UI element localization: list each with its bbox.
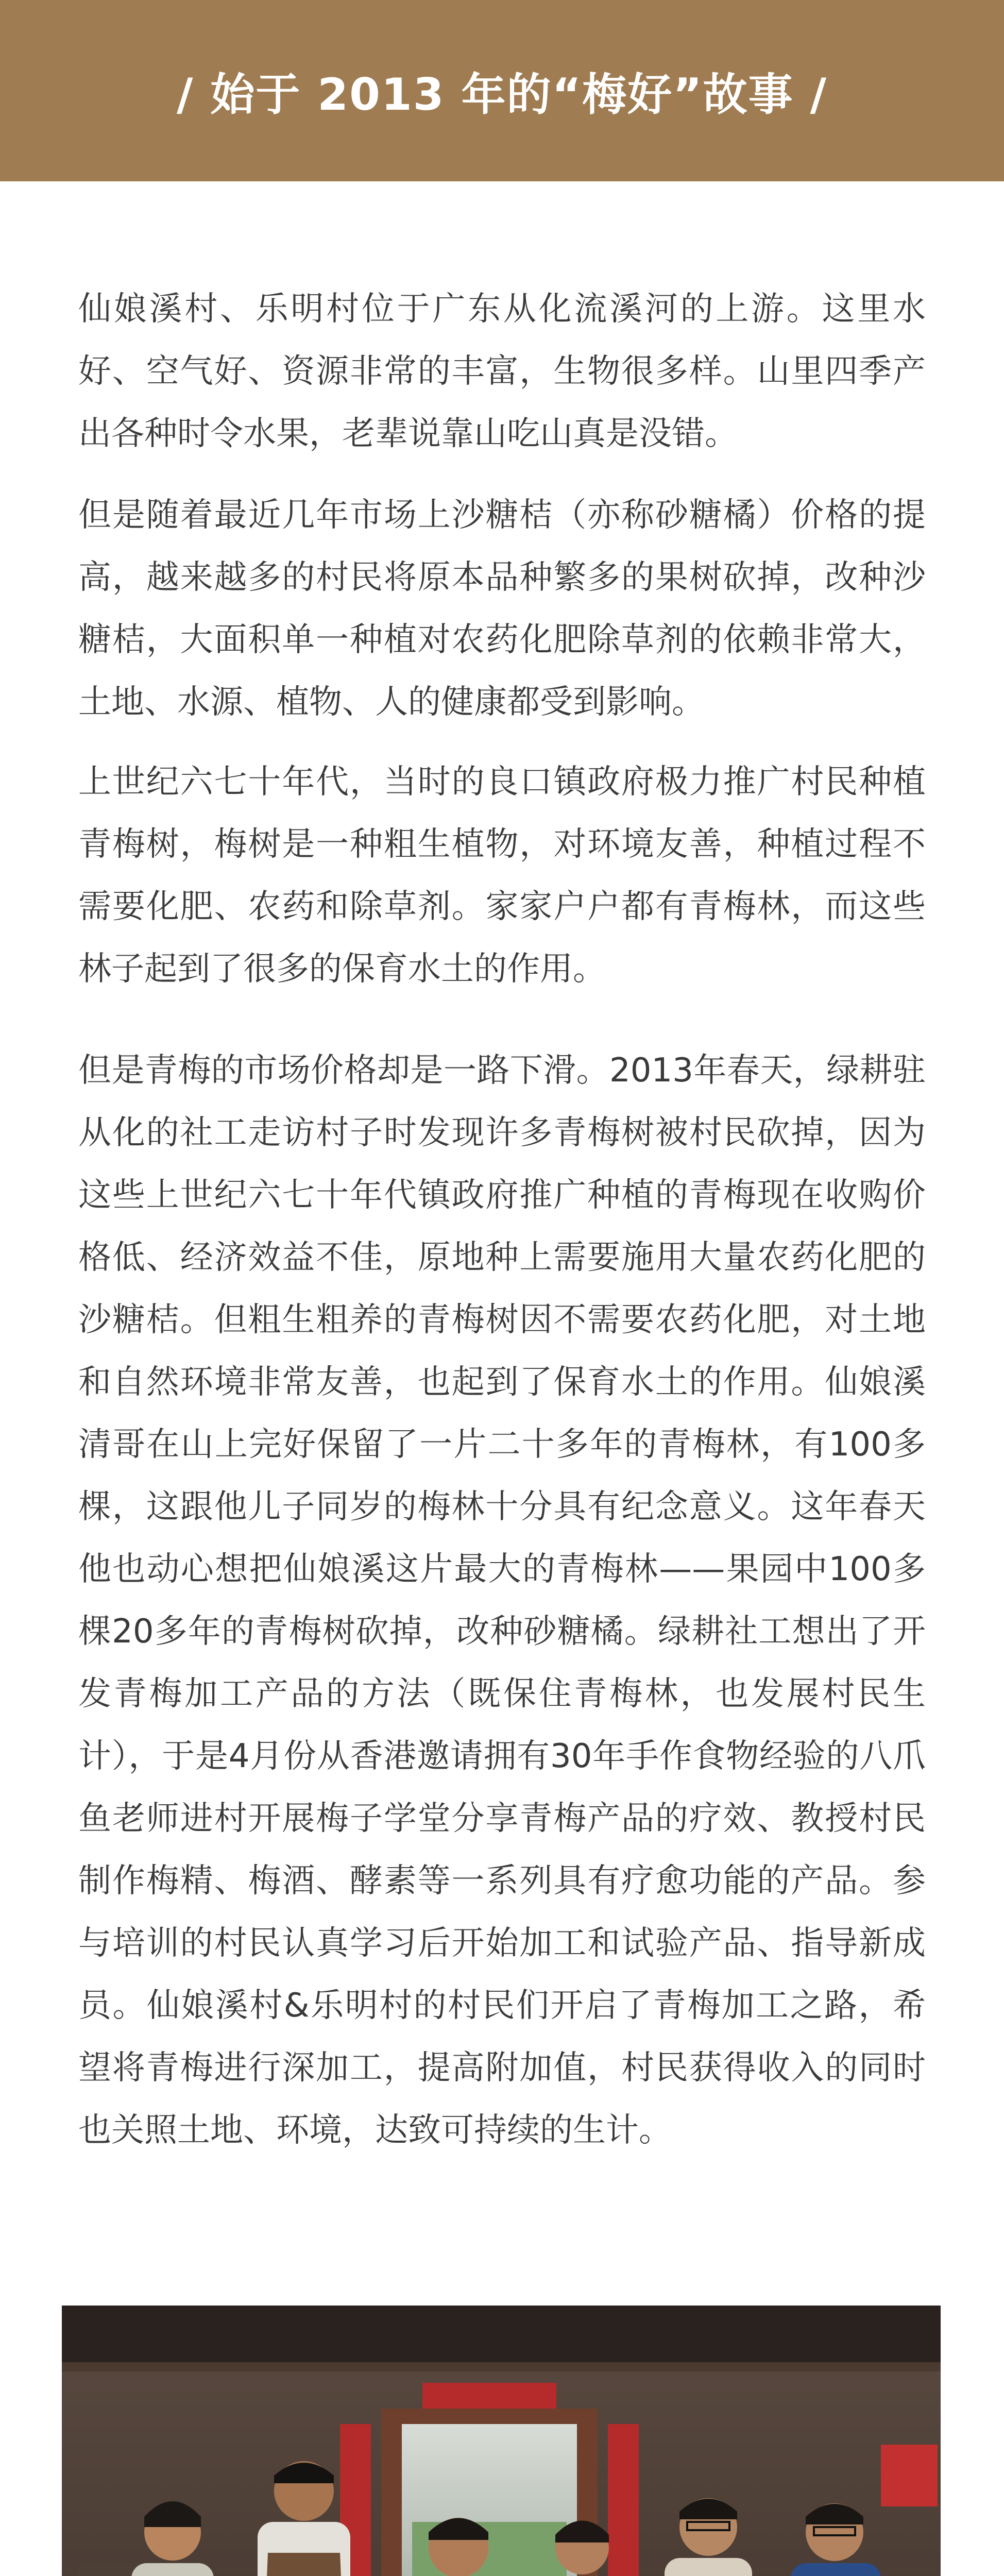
villagers-photo-illustration [62, 2306, 941, 2576]
header-banner [0, 0, 1004, 181]
page-title: / 始于 2013 年的“梅好”故事 / [177, 69, 827, 121]
paragraph-2013-story: 但是青梅的市场价格却是一路下滑。2013年春天，绿耕驻从化的社工走访村子时发现许多青梅树被村民砍掉，因为这些上世纪六七十年代镇政府推广种植的青梅现在收购价格低、经济效益不佳，原地种上需要施用大量农药化肥的沙糖桔。但粗生粗养的青梅树因不需要农药化肥，对土地和自然环境非常友善，也起到了保育水土的作用。仙娘溪清哥在山上完好保留了一片二十多年的青梅林，有100多棵，这跟他儿子同岁的梅林十分具有纪念意义。这年春天他也动心想把仙娘溪这片最大的青梅林——果园中100多棵20多年的青梅树砍掉，改种砂糖橘。绿耕社工想出了开发青梅加工产品的方法（既保住青梅林，也发展村民生计），于是4月份从香港邀请拥有30年手作食物经验的八爪鱼老师进村开展梅子学堂分享青梅产品的疗效、教授村民制作梅精、梅酒、酵素等一系列具有疗愈功能的产品。参与培训的村民认真学习后开始加工和试验产品、指导新成员。仙娘溪村&乐明村的村民们开启了青梅加工之路，希望将青梅进行深加工，提高附加值，村民获得收入的同时也关照土地、环境，达致可持续的生计。 [78, 1052, 926, 2149]
paragraph-shatangju: 但是随着最近几年市场上沙糖桔（亦称砂糖橘）价格的提高，越来越多的村民将原本品种繁多的果树砍掉，改种沙糖桔，大面积单一种植对农药化肥除草剂的依赖非常大，土地、水源、植物、人的健康都受到影响。 [78, 496, 926, 721]
paragraph-history: 上世纪六七十年代，当时的良口镇政府极力推广村民种植青梅树，梅树是一种粗生植物，对环境友善，种植过程不需要化肥、农药和除草剂。家家户户都有青梅林，而这些林子起到了很多的保育水土的作用。 [78, 763, 926, 988]
villagers-group-photo [62, 2306, 941, 2576]
paragraph-intro: 仙娘溪村、乐明村位于广东从化流溪河的上游。这里水好、空气好、资源非常的丰富，生物很多样。山里四季产出各种时令水果，老辈说靠山吃山真是没错。 [78, 290, 926, 453]
